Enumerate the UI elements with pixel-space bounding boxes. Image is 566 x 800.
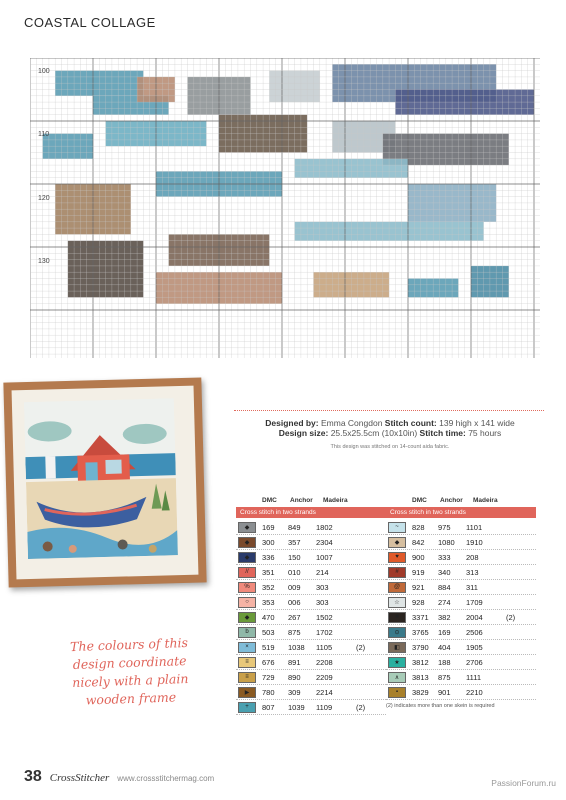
beach-hut-artwork <box>24 398 178 559</box>
chart-grid <box>30 58 540 358</box>
swatch-icon: ◧ <box>388 642 406 653</box>
key-anchor: 382 <box>438 612 451 622</box>
swatch-icon: + <box>238 702 256 713</box>
key-anchor: 849 <box>288 522 301 532</box>
key-row <box>386 595 536 610</box>
key-anchor: 404 <box>438 642 451 652</box>
header-dmc: DMC <box>262 497 277 504</box>
fabric-note: This design was stitched on 14-count aida fabric. <box>330 444 450 450</box>
key-dmc: 676 <box>262 657 275 667</box>
size-label: Design size: <box>278 428 329 438</box>
key-note: (2) <box>356 642 366 652</box>
key-madeira: 1502 <box>316 612 333 622</box>
key-row <box>386 550 536 565</box>
key-dmc: 919 <box>412 567 425 577</box>
divider-top <box>234 410 544 411</box>
key-anchor: 150 <box>288 552 301 562</box>
key-anchor: 1080 <box>438 537 455 547</box>
key-anchor: 901 <box>438 687 451 697</box>
swatch-icon: ∧ <box>388 672 406 683</box>
key-dmc: 351 <box>262 567 275 577</box>
key-anchor: 1038 <box>288 642 305 652</box>
key-madeira: 2209 <box>316 672 333 682</box>
key-dmc: 3371 <box>412 612 429 622</box>
key-madeira: 2214 <box>316 687 333 697</box>
key-madeira: 1802 <box>316 522 333 532</box>
swatch-icon: ⊙ <box>388 627 406 638</box>
key-dmc: 353 <box>262 597 275 607</box>
key-madeira: 303 <box>316 597 329 607</box>
stitch-count: 139 high x 141 wide <box>439 418 515 428</box>
key-anchor: 340 <box>438 567 451 577</box>
key-row <box>236 610 386 625</box>
time-label: Stitch time: <box>419 428 466 438</box>
key-row <box>236 700 386 715</box>
key-anchor: 890 <box>288 672 301 682</box>
design-size: 25.5x25.5cm (10x10in) <box>330 428 418 438</box>
key-madeira: 303 <box>316 582 329 592</box>
header-anchor: Anchor <box>290 497 313 504</box>
stitch-time: 75 hours <box>468 428 502 438</box>
watermark: PassionForum.ru <box>491 778 556 788</box>
key-anchor: 1039 <box>288 702 305 712</box>
header-dmc: DMC <box>412 497 427 504</box>
key-dmc: 780 <box>262 687 275 697</box>
key-row <box>386 520 536 535</box>
key-row <box>386 670 536 685</box>
key-madeira: 2210 <box>466 687 483 697</box>
header-anchor: Anchor <box>440 497 463 504</box>
key-row <box>236 550 386 565</box>
key-dmc: 3765 <box>412 627 429 637</box>
key-madeira: 1007 <box>316 552 333 562</box>
swatch-icon: ~ <box>388 522 406 533</box>
key-madeira: 2706 <box>466 657 483 667</box>
key-anchor: 875 <box>288 627 301 637</box>
key-anchor: 975 <box>438 522 451 532</box>
key-dmc: 842 <box>412 537 425 547</box>
key-row <box>236 595 386 610</box>
key-row <box>236 625 386 640</box>
key-dmc: 3790 <box>412 642 429 652</box>
key-row <box>386 610 536 625</box>
key-madeira: 1702 <box>316 627 333 637</box>
key-dmc: 900 <box>412 552 425 562</box>
header-madeira: Madeira <box>323 497 348 504</box>
page-number: 38 <box>24 768 42 785</box>
swatch-icon: // <box>238 567 256 578</box>
header-madeira: Madeira <box>473 497 498 504</box>
footer <box>24 768 214 786</box>
stitch-band: Cross stitch in two strands <box>386 507 536 518</box>
key-madeira: 311 <box>466 582 478 592</box>
website-url[interactable]: www.crossstitchermag.com <box>117 774 215 783</box>
row-label-110: 110 <box>38 131 50 138</box>
key-row <box>386 535 536 550</box>
key-madeira: 1105 <box>316 642 333 652</box>
key-madeira: 2304 <box>316 537 333 547</box>
key-anchor: 010 <box>288 567 301 577</box>
key-row <box>386 565 536 580</box>
swatch-icon: ◆ <box>238 612 256 623</box>
row-label-100: 100 <box>38 68 50 75</box>
key-row <box>236 565 386 580</box>
key-madeira: 1905 <box>466 642 483 652</box>
key-row <box>236 655 386 670</box>
key-madeira: 208 <box>466 552 479 562</box>
swatch-icon: ◆ <box>388 537 406 548</box>
key-madeira: 2208 <box>316 657 333 667</box>
key-dmc: 828 <box>412 522 425 532</box>
key-dmc: 300 <box>262 537 275 547</box>
thread-key-left <box>236 497 386 715</box>
key-anchor: 891 <box>288 657 301 667</box>
thread-key-right <box>386 497 536 709</box>
swatch-icon: ○ <box>238 597 256 608</box>
key-madeira: 214 <box>316 567 329 577</box>
swatch-icon: ♥ <box>388 552 406 563</box>
framed-stitch-photo <box>3 377 206 587</box>
key-row <box>236 640 386 655</box>
count-label: Stitch count: <box>384 418 437 428</box>
swatch-icon: ▪ <box>388 687 406 698</box>
skein-note: (2) indicates more than one skein is required <box>386 703 495 709</box>
swatch-icon: @ <box>388 582 406 593</box>
key-dmc: 921 <box>412 582 425 592</box>
swatch-icon: ▶ <box>238 687 256 698</box>
swatch-icon: ★ <box>388 657 406 668</box>
key-dmc: 336 <box>262 552 275 562</box>
stitch-band: Cross stitch in two strands <box>236 507 386 518</box>
key-anchor: 875 <box>438 672 451 682</box>
swatch-icon: b <box>238 627 256 638</box>
key-madeira: 1709 <box>466 597 483 607</box>
key-anchor: 274 <box>438 597 451 607</box>
brand-name: CrossStitcher <box>49 772 110 784</box>
swatch-icon: ◆ <box>238 522 256 533</box>
key-row <box>236 520 386 535</box>
swatch-icon: % <box>238 582 256 593</box>
key-dmc: 352 <box>262 582 275 592</box>
caption-text: The colours of this design coordinate nicely with a plain wooden frame <box>69 634 189 708</box>
key-note: (2) <box>506 612 516 622</box>
cross-stitch-chart <box>30 58 540 358</box>
key-dmc: 3829 <box>412 687 429 697</box>
page-title: COASTAL COLLAGE <box>24 15 156 30</box>
swatch-icon: ◆ <box>238 537 256 548</box>
key-anchor: 884 <box>438 582 451 592</box>
key-anchor: 169 <box>438 627 451 637</box>
key-madeira: 2004 <box>466 612 483 622</box>
key-row <box>386 655 536 670</box>
key-row <box>236 685 386 700</box>
key-anchor: 009 <box>288 582 301 592</box>
swatch-icon: ■ <box>388 612 406 623</box>
key-row <box>386 625 536 640</box>
swatch-icon: ◆ <box>238 552 256 563</box>
key-dmc: 928 <box>412 597 425 607</box>
key-anchor: 267 <box>288 612 301 622</box>
key-row <box>236 580 386 595</box>
key-note: (2) <box>356 702 366 712</box>
key-anchor: 188 <box>438 657 451 667</box>
key-dmc: 807 <box>262 702 275 712</box>
key-row <box>236 535 386 550</box>
swatch-icon: × <box>238 642 256 653</box>
key-madeira: 2506 <box>466 627 483 637</box>
designer-name: Emma Congdon <box>321 418 383 428</box>
key-anchor: 357 <box>288 537 301 547</box>
key-madeira: 1109 <box>316 702 333 712</box>
row-label-120: 120 <box>38 195 50 202</box>
swatch-icon: # <box>388 567 406 578</box>
key-anchor: 309 <box>288 687 301 697</box>
row-label-130: 130 <box>38 258 50 265</box>
key-row <box>386 580 536 595</box>
key-anchor: 006 <box>288 597 301 607</box>
key-dmc: 519 <box>262 642 275 652</box>
key-anchor: 333 <box>438 552 451 562</box>
key-dmc: 729 <box>262 672 275 682</box>
key-dmc: 169 <box>262 522 275 532</box>
key-dmc: 3813 <box>412 672 429 682</box>
key-row <box>386 640 536 655</box>
swatch-icon: ☆ <box>388 597 406 608</box>
key-dmc: 503 <box>262 627 275 637</box>
design-credits <box>240 418 540 450</box>
key-dmc: 470 <box>262 612 275 622</box>
swatch-icon: ≡ <box>238 672 256 683</box>
swatch-icon: ≡ <box>238 657 256 668</box>
key-dmc: 3812 <box>412 657 429 667</box>
designed-label: Designed by: <box>265 418 319 428</box>
key-row <box>236 670 386 685</box>
key-madeira: 1111 <box>466 672 482 682</box>
key-madeira: 1910 <box>466 537 483 547</box>
key-madeira: 313 <box>466 567 479 577</box>
key-row <box>386 685 536 700</box>
key-madeira: 1101 <box>466 522 483 532</box>
